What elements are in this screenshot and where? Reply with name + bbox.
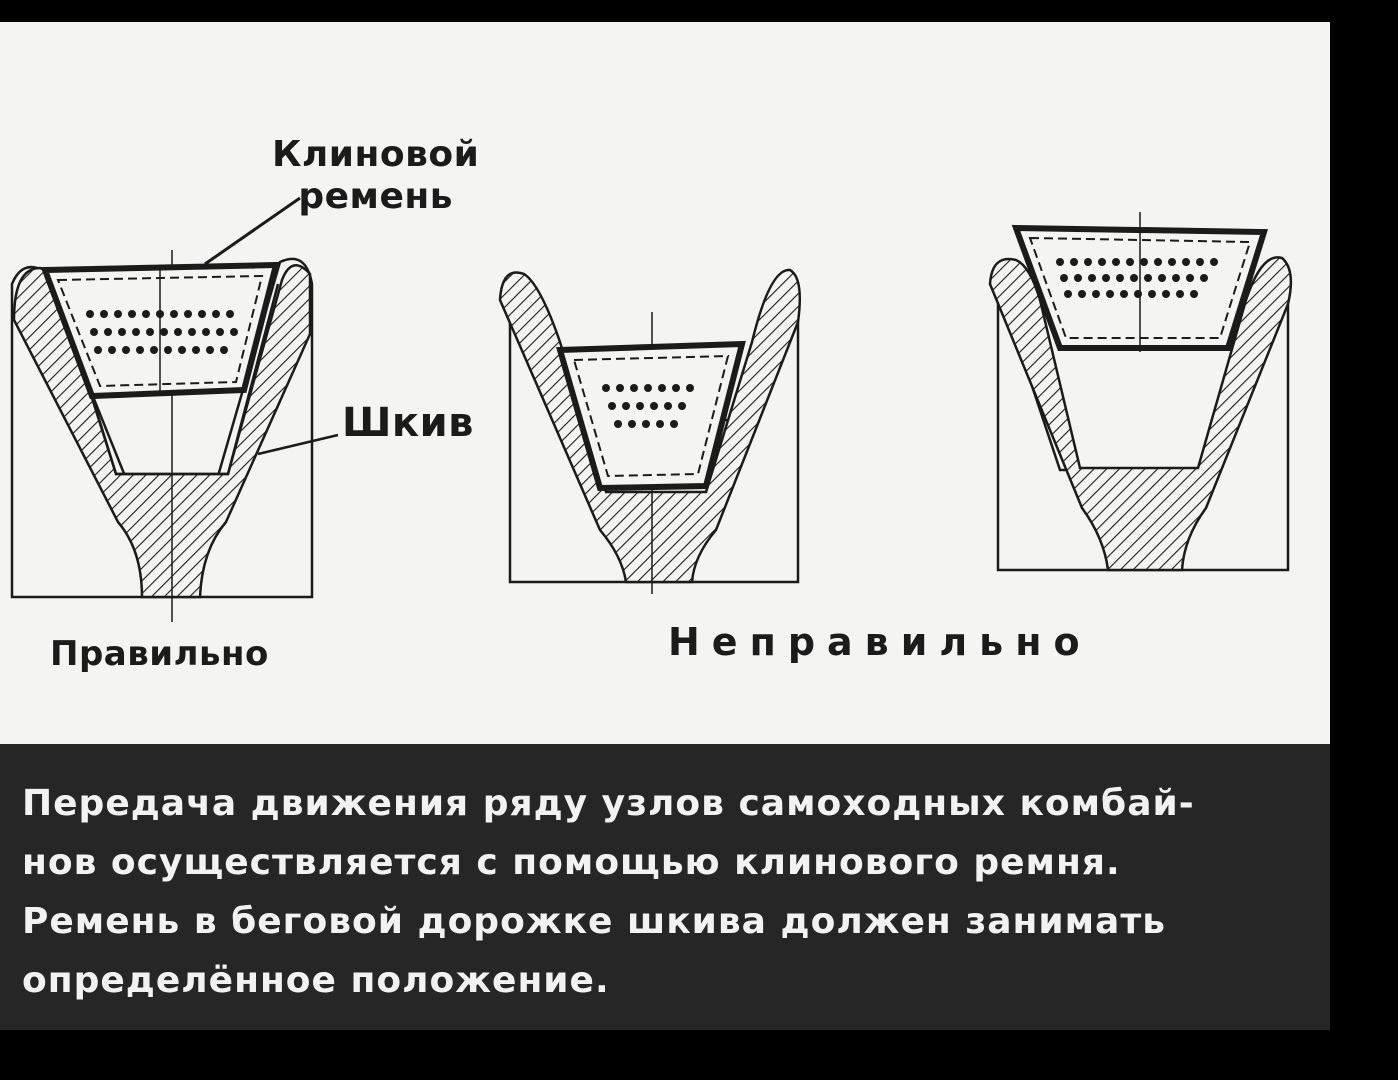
caption-line-3: Ремень в беговой дорожке шкива должен занимать xyxy=(22,901,1166,942)
belt-label xyxy=(272,134,479,218)
caption-panel xyxy=(0,744,1330,1030)
caption-line-4: определённое положение. xyxy=(22,960,610,1001)
caption-line-2: нов осуществляется с помощью клинового ремня. xyxy=(22,842,1121,883)
slide xyxy=(0,22,1330,1030)
pulley-incorrect-high xyxy=(990,212,1291,570)
diagram-panel xyxy=(0,22,1330,744)
incorrect-label: Неправильно xyxy=(668,620,1092,664)
caption-line-1: Передача движения ряду узлов самоходных комбай- xyxy=(22,783,1195,824)
pulley-label: Шкив xyxy=(342,400,474,446)
belt-label-line2: ремень xyxy=(298,176,454,217)
belt-label-line1: Клиновой xyxy=(272,134,480,175)
pulley-incorrect-deep xyxy=(500,270,800,594)
correct-label: Правильно xyxy=(50,634,269,674)
caption-text xyxy=(22,774,1262,1010)
pulley-correct xyxy=(12,198,338,622)
